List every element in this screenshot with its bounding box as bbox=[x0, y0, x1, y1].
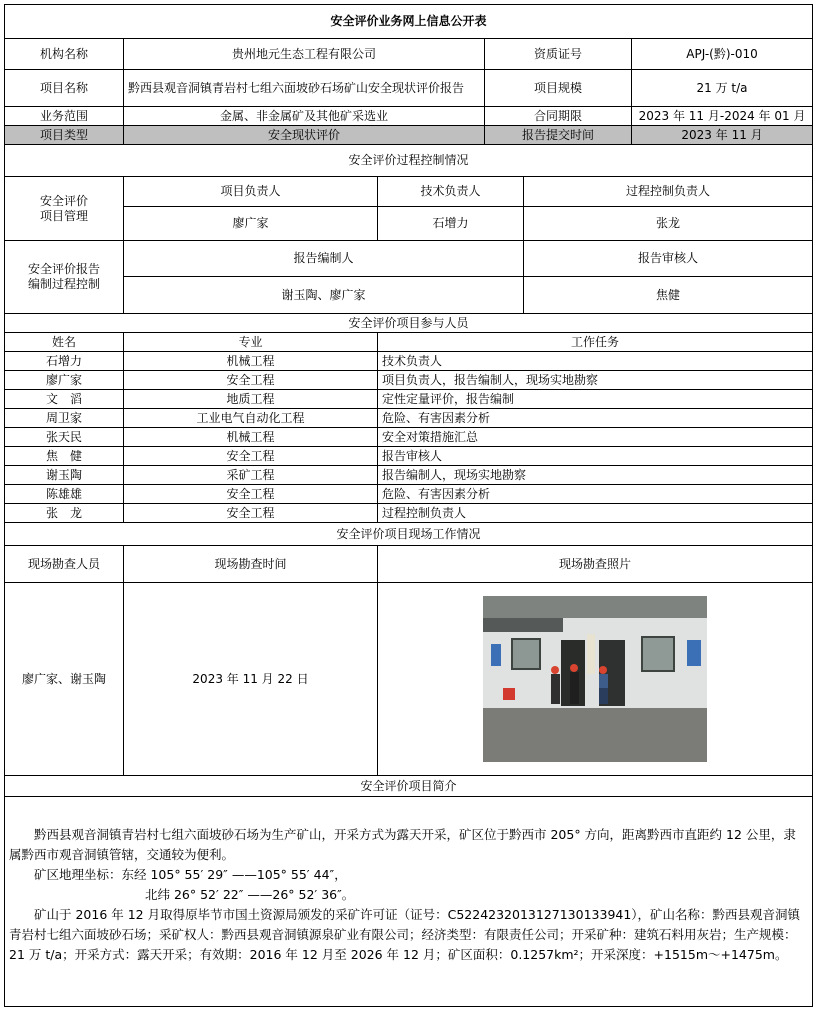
staff-row bbox=[5, 390, 813, 409]
staff-row bbox=[5, 409, 813, 428]
staff-task: 报告审核人 bbox=[378, 447, 813, 466]
cert-label: 资质证号 bbox=[485, 39, 632, 70]
staff-name: 焦 健 bbox=[5, 447, 124, 466]
intro-paragraph-2: 矿山于 2016 年 12 月取得原毕节市国土资源局颁发的采矿许可证（证号：C5224232013127130133941），矿山名称：黔西县观音洞镇青岩村七组六面坡砂石场；采矿权人：黔西县观音洞镇源泉矿业有限公司；经济类型：有限责任公司；开采矿种：建筑石料用灰岩；生产规模：21 万 t/a；开采方式：露天开采；有效期：2016 年 12 月至 2026 年 12 月；矿区面积：0.1257km²；开采深度：+1515m～+1475m。 bbox=[9, 907, 801, 962]
staff-task: 危险、有害因素分析 bbox=[378, 485, 813, 504]
tech-value: 石增力 bbox=[378, 207, 524, 241]
staff-name: 周卫家 bbox=[5, 409, 124, 428]
staff-name: 文 滔 bbox=[5, 390, 124, 409]
staff-heading: 安全评价项目参与人员 bbox=[5, 314, 813, 333]
submit-label: 报告提交时间 bbox=[485, 126, 632, 145]
type-value: 安全现状评价 bbox=[124, 126, 485, 145]
staff-major: 安全工程 bbox=[124, 504, 378, 523]
staff-list bbox=[5, 352, 813, 523]
staff-major: 安全工程 bbox=[124, 485, 378, 504]
staff-name: 谢玉陶 bbox=[5, 466, 124, 485]
col-ctrl: 过程控制负责人 bbox=[524, 177, 813, 207]
mgmt-label-line2: 项目管理 bbox=[39, 208, 88, 223]
col-reviewer: 报告审核人 bbox=[524, 241, 813, 277]
col-name: 姓名 bbox=[5, 333, 124, 352]
photo-cell bbox=[378, 583, 813, 776]
staff-name: 陈雄雄 bbox=[5, 485, 124, 504]
staff-task: 项目负责人，报告编制人，现场实地勘察 bbox=[378, 371, 813, 390]
staff-task: 过程控制负责人 bbox=[378, 504, 813, 523]
staff-major: 地质工程 bbox=[124, 390, 378, 409]
intro-body bbox=[5, 797, 813, 1007]
period-value: 2023 年 11 月-2024 年 01 月 bbox=[632, 107, 813, 126]
org-label: 机构名称 bbox=[5, 39, 124, 70]
org-value: 贵州地元生态工程有限公司 bbox=[124, 39, 485, 70]
staff-task: 技术负责人 bbox=[378, 352, 813, 371]
intro-coords-north: 北纬 26° 52′ 22″ ——26° 52′ 36″。 bbox=[145, 887, 355, 902]
cert-value: APJ-(黔)-010 bbox=[632, 39, 813, 70]
scale-label: 项目规模 bbox=[485, 70, 632, 107]
type-label: 项目类型 bbox=[5, 126, 124, 145]
col-leader: 项目负责人 bbox=[124, 177, 378, 207]
reviewer-value: 焦健 bbox=[524, 277, 813, 314]
author-value: 谢玉陶、廖广家 bbox=[124, 277, 524, 314]
staff-task: 报告编制人，现场实地勘察 bbox=[378, 466, 813, 485]
time-value: 2023 年 11 月 22 日 bbox=[124, 583, 378, 776]
col-major: 专业 bbox=[124, 333, 378, 352]
site-photo-image bbox=[483, 596, 707, 762]
mgmt-label-line1: 安全评价 bbox=[39, 193, 88, 208]
staff-row bbox=[5, 428, 813, 447]
staff-task: 安全对策措施汇总 bbox=[378, 428, 813, 447]
report-label bbox=[5, 241, 124, 314]
intro-heading: 安全评价项目简介 bbox=[5, 776, 813, 797]
staff-major: 采矿工程 bbox=[124, 466, 378, 485]
staff-major: 安全工程 bbox=[124, 371, 378, 390]
scope-label: 业务范围 bbox=[5, 107, 124, 126]
staff-major: 机械工程 bbox=[124, 428, 378, 447]
scale-value: 21 万 t/a bbox=[632, 70, 813, 107]
staff-task: 危险、有害因素分析 bbox=[378, 409, 813, 428]
disclosure-table bbox=[4, 4, 813, 1007]
project-value: 黔西县观音洞镇青岩村七组六面坡砂石场矿山安全现状评价报告 bbox=[124, 70, 485, 107]
staff-task: 定性定量评价，报告编制 bbox=[378, 390, 813, 409]
period-label: 合同期限 bbox=[485, 107, 632, 126]
page-title: 安全评价业务网上信息公开表 bbox=[5, 5, 813, 39]
intro-paragraph-1: 黔西县观音洞镇青岩村七组六面坡砂石场为生产矿山，开采方式为露天开采，矿区位于黔西市 205° 方向，距离黔西市直距约 12 公里，隶属黔西市观音洞镇管辖，交通较为便利。 bbox=[9, 827, 796, 862]
mgmt-label bbox=[5, 177, 124, 241]
col-author: 报告编制人 bbox=[124, 241, 524, 277]
staff-name: 张 龙 bbox=[5, 504, 124, 523]
staff-row bbox=[5, 352, 813, 371]
process-heading: 安全评价过程控制情况 bbox=[5, 145, 813, 177]
staff-row bbox=[5, 504, 813, 523]
submit-value: 2023 年 11 月 bbox=[632, 126, 813, 145]
intro-coords-east: 矿区地理坐标：东经 105° 55′ 29″ ——105° 55′ 44″， bbox=[34, 867, 347, 882]
report-label-line2: 编制过程控制 bbox=[27, 277, 100, 291]
staff-row bbox=[5, 485, 813, 504]
staff-name: 张天民 bbox=[5, 428, 124, 447]
leader-value: 廖广家 bbox=[124, 207, 378, 241]
staff-row bbox=[5, 371, 813, 390]
project-label: 项目名称 bbox=[5, 70, 124, 107]
staff-row bbox=[5, 447, 813, 466]
staff-name: 廖广家 bbox=[5, 371, 124, 390]
col-task: 工作任务 bbox=[378, 333, 813, 352]
field-heading: 安全评价项目现场工作情况 bbox=[5, 523, 813, 546]
people-value: 廖广家、谢玉陶 bbox=[5, 583, 124, 776]
report-label-line1: 安全评价报告 bbox=[27, 262, 100, 276]
staff-major: 安全工程 bbox=[124, 447, 378, 466]
col-tech: 技术负责人 bbox=[378, 177, 524, 207]
site-photo bbox=[483, 596, 707, 762]
col-time: 现场勘查时间 bbox=[124, 546, 378, 583]
staff-row bbox=[5, 466, 813, 485]
scope-value: 金属、非金属矿及其他矿采选业 bbox=[124, 107, 485, 126]
ctrl-value: 张龙 bbox=[524, 207, 813, 241]
staff-name: 石增力 bbox=[5, 352, 124, 371]
col-photo: 现场勘查照片 bbox=[378, 546, 813, 583]
staff-major: 机械工程 bbox=[124, 352, 378, 371]
col-people: 现场勘查人员 bbox=[5, 546, 124, 583]
staff-major: 工业电气自动化工程 bbox=[124, 409, 378, 428]
